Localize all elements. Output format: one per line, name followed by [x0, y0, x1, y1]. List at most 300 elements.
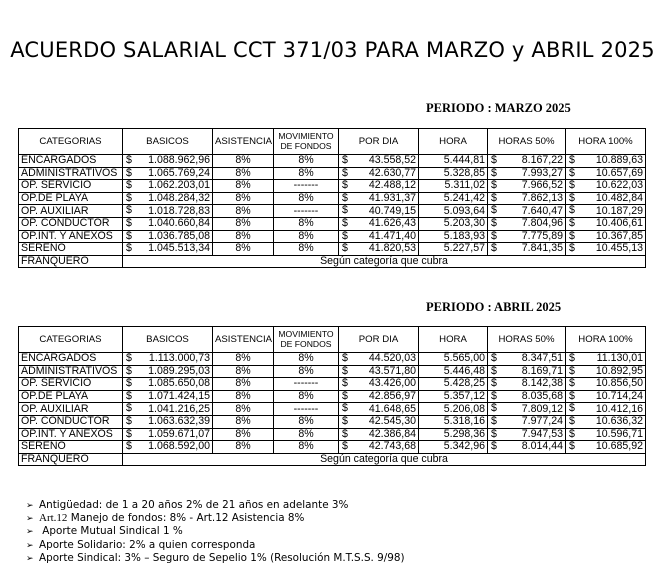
category-cell: ENCARGADOS	[19, 155, 123, 168]
horas-50-cell	[488, 230, 566, 243]
cell-value: 1.048.284,32	[148, 192, 210, 205]
basico-cell	[123, 390, 213, 403]
por-dia-cell	[339, 365, 419, 378]
column-header-movimiento: MOVIMIENTO DE FONDOS	[274, 327, 339, 353]
franquero-note: Según categoría que cubra	[123, 255, 646, 268]
period-label-abril: PERIODO : ABRIL 2025	[426, 300, 562, 314]
horas-50-cell	[488, 167, 566, 180]
currency-sign: $	[342, 230, 348, 242]
hora-100-cell	[566, 390, 646, 403]
movimiento-cell: 8%	[274, 365, 339, 378]
cell-value: 10.367,85	[595, 230, 643, 242]
cell-value: 41.931,37	[368, 192, 416, 205]
asistencia-cell: 8%	[213, 441, 274, 454]
asistencia-cell: 8%	[213, 155, 274, 168]
currency-sign: $	[342, 402, 348, 415]
hora-cell: 5.203,30	[419, 217, 488, 230]
currency-sign: $	[569, 377, 575, 390]
category-cell: OP. CONDUCTOR	[19, 415, 123, 428]
asistencia-cell: 8%	[213, 192, 274, 205]
hora-100-cell	[566, 365, 646, 378]
note-item	[26, 539, 405, 552]
movimiento-cell: 8%	[274, 441, 339, 454]
basico-cell	[123, 155, 213, 168]
document-title: ACUERDO SALARIAL CCT 371/03 PARA MARZO y ABRIL 2025	[10, 38, 655, 62]
por-dia-cell	[339, 180, 419, 193]
category-cell: OP.DE PLAYA	[19, 390, 123, 403]
column-header-hora: HORA	[419, 327, 488, 353]
cell-value: 8.347,51	[521, 352, 563, 365]
category-cell: OP.DE PLAYA	[19, 192, 123, 205]
currency-sign: $	[491, 242, 497, 255]
category-cell: SERENO	[19, 243, 123, 256]
note-text: Antigüedad: de 1 a 20 años 2% de 21 años en adelante 3%	[39, 499, 349, 511]
cell-value: 8.167,22	[521, 154, 563, 167]
cell-value: 10.596,71	[595, 428, 643, 440]
table-row	[19, 167, 646, 180]
horas-50-cell	[488, 390, 566, 403]
hora-100-cell	[566, 205, 646, 218]
currency-sign: $	[126, 204, 132, 217]
currency-sign: $	[342, 154, 348, 166]
cell-value: 7.804,96	[521, 217, 563, 230]
cell-value: 42.630,77	[368, 167, 416, 179]
cell-value: 7.775,89	[521, 230, 563, 242]
currency-sign: $	[569, 440, 575, 453]
currency-sign: $	[569, 415, 575, 427]
column-header-basicos: BASICOS	[123, 327, 213, 353]
column-header-categorias: CATEGORIAS	[19, 129, 123, 155]
hora-cell: 5.565,00	[419, 353, 488, 366]
currency-sign: $	[342, 415, 348, 427]
hora-100-cell	[566, 217, 646, 230]
table-row	[19, 192, 646, 205]
hora-100-cell	[566, 403, 646, 416]
horas-50-cell	[488, 365, 566, 378]
basico-cell	[123, 403, 213, 416]
category-cell: FRANQUERO	[19, 453, 123, 466]
currency-sign: $	[126, 242, 132, 255]
hora-cell: 5.206,08	[419, 403, 488, 416]
currency-sign: $	[491, 390, 497, 402]
cell-value: 1.063.632,39	[148, 415, 210, 428]
cell-value: 41.471,40	[368, 230, 416, 242]
horas-50-cell	[488, 243, 566, 256]
currency-sign: $	[126, 415, 132, 427]
basico-cell	[123, 180, 213, 193]
arrow-bullet-icon: ➢	[26, 527, 34, 538]
category-cell: SERENO	[19, 441, 123, 454]
cell-value: 10.455,13	[595, 242, 643, 255]
hora-cell: 5.227,57	[419, 243, 488, 256]
cell-value: 8.142,38	[521, 377, 563, 390]
table-row	[19, 390, 646, 403]
hora-cell: 5.241,42	[419, 192, 488, 205]
cell-value: 10.406,61	[595, 217, 643, 230]
note-text: Aporte Sindical: 3% – Seguro de Sepelio 1% (Resolución M.T.S.S. 9/98)	[39, 551, 405, 564]
arrow-bullet-icon: ➢	[26, 540, 34, 551]
horas-50-cell	[488, 378, 566, 391]
movimiento-cell: 8%	[274, 428, 339, 441]
asistencia-cell: 8%	[213, 180, 274, 193]
movimiento-cell: 8%	[274, 390, 339, 403]
cell-value: 1.059.671,07	[148, 428, 210, 440]
asistencia-cell: 8%	[213, 390, 274, 403]
currency-sign: $	[569, 167, 575, 179]
movimiento-cell: 8%	[274, 415, 339, 428]
category-cell: OP. AUXILIAR	[19, 205, 123, 218]
cell-value: 7.947,53	[521, 428, 563, 440]
movimiento-cell: 8%	[274, 155, 339, 168]
cell-value: 41.648,65	[368, 402, 416, 415]
cell-value: 10.889,63	[595, 154, 643, 167]
currency-sign: $	[569, 352, 575, 364]
column-header-movimiento: MOVIMIENTO DE FONDOS	[274, 129, 339, 155]
horas-50-cell	[488, 217, 566, 230]
cell-value: 1.085.650,08	[148, 377, 210, 390]
cell-value: 1.071.424,15	[148, 390, 210, 403]
currency-sign: $	[342, 377, 348, 390]
cell-value: 1.036.785,08	[148, 230, 210, 242]
hora-cell: 5.318,16	[419, 415, 488, 428]
hora-cell: 5.311,02	[419, 180, 488, 193]
note-text: Manejo de fondos: 8% - Art.12 Asistencia 8%	[67, 512, 305, 525]
basico-cell	[123, 353, 213, 366]
cell-value: 10.636,32	[595, 415, 643, 428]
table-header-row	[19, 327, 646, 353]
horas-50-cell	[488, 403, 566, 416]
por-dia-cell	[339, 353, 419, 366]
cell-value: 10.482,84	[595, 192, 643, 205]
cell-value: 1.065.769,24	[148, 167, 210, 179]
cell-value: 10.187,29	[595, 204, 643, 217]
horas-50-cell	[488, 415, 566, 428]
currency-sign: $	[126, 154, 132, 166]
table-header-row	[19, 129, 646, 155]
movimiento-cell: -------	[274, 378, 339, 391]
movimiento-cell: -------	[274, 205, 339, 218]
currency-sign: $	[126, 167, 132, 179]
asistencia-cell: 8%	[213, 415, 274, 428]
basico-cell	[123, 230, 213, 243]
currency-sign: $	[491, 167, 497, 179]
currency-sign: $	[569, 365, 575, 377]
currency-sign: $	[491, 179, 497, 192]
note-item	[26, 499, 405, 512]
period-label-marzo: PERIODO : MARZO 2025	[426, 101, 571, 115]
por-dia-cell	[339, 441, 419, 454]
table-row	[19, 428, 646, 441]
cell-value: 7.640,47	[521, 204, 563, 217]
movimiento-cell: 8%	[274, 353, 339, 366]
hora-cell: 5.298,36	[419, 428, 488, 441]
asistencia-cell: 8%	[213, 378, 274, 391]
cell-value: 7.809,12	[521, 402, 563, 415]
movimiento-cell: 8%	[274, 230, 339, 243]
table-row	[19, 365, 646, 378]
por-dia-cell	[339, 390, 419, 403]
currency-sign: $	[569, 390, 575, 402]
arrow-bullet-icon: ➢	[26, 553, 34, 564]
cell-value: 40.749,15	[368, 204, 416, 217]
category-cell: OP. SERVICIO	[19, 180, 123, 193]
basico-cell	[123, 243, 213, 256]
hora-cell: 5.183,93	[419, 230, 488, 243]
cell-value: 8.014,44	[521, 440, 563, 453]
category-cell: ENCARGADOS	[19, 353, 123, 366]
cell-value: 42.488,12	[368, 179, 416, 192]
cell-value: 42.386,84	[368, 428, 416, 440]
hora-cell: 5.093,64	[419, 205, 488, 218]
basico-cell	[123, 192, 213, 205]
basico-cell	[123, 205, 213, 218]
cell-value: 43.558,52	[368, 154, 416, 167]
cell-value: 7.862,13	[521, 192, 563, 205]
note-item	[26, 525, 405, 538]
currency-sign: $	[126, 217, 132, 229]
hora-100-cell	[566, 180, 646, 193]
currency-sign: $	[342, 167, 348, 179]
cell-value: 10.657,69	[595, 167, 643, 179]
table-row	[19, 378, 646, 391]
table-row	[19, 403, 646, 416]
column-header-asistencia: ASISTENCIA	[213, 327, 274, 353]
arrow-bullet-icon: ➢	[26, 514, 34, 525]
basico-cell	[123, 378, 213, 391]
movimiento-cell: 8%	[274, 217, 339, 230]
cell-value: 10.892,95	[595, 365, 643, 377]
table-row	[19, 155, 646, 168]
column-header-hora100: HORA 100%	[566, 129, 646, 155]
por-dia-cell	[339, 217, 419, 230]
por-dia-cell	[339, 428, 419, 441]
cell-value: 1.062.203,01	[148, 179, 210, 192]
cell-value: 7.966,52	[521, 179, 563, 192]
cell-value: 10.714,24	[595, 390, 643, 403]
currency-sign: $	[126, 192, 132, 204]
cell-value: 1.041.216,25	[148, 402, 210, 415]
franquero-row	[19, 453, 646, 466]
hora-cell: 5.328,85	[419, 167, 488, 180]
category-cell: OP. CONDUCTOR	[19, 217, 123, 230]
column-header-hora: HORA	[419, 129, 488, 155]
column-header-por-dia: POR DIA	[339, 129, 419, 155]
category-cell: OP.INT. Y ANEXOS	[19, 230, 123, 243]
hora-100-cell	[566, 230, 646, 243]
horas-50-cell	[488, 155, 566, 168]
column-header-hora100: HORA 100%	[566, 327, 646, 353]
asistencia-cell: 8%	[213, 167, 274, 180]
currency-sign: $	[569, 402, 575, 415]
hora-cell: 5.428,25	[419, 378, 488, 391]
category-cell: ADMINISTRATIVOS	[19, 167, 123, 180]
cell-value: 8.035,68	[521, 390, 563, 403]
currency-sign: $	[569, 428, 575, 440]
cell-value: 1.113.000,73	[148, 352, 210, 365]
currency-sign: $	[126, 230, 132, 242]
movimiento-cell: 8%	[274, 243, 339, 256]
currency-sign: $	[342, 242, 348, 255]
por-dia-cell	[339, 243, 419, 256]
note-text: Aporte Solidario: 2% a quien corresponda	[39, 538, 256, 551]
hora-100-cell	[566, 192, 646, 205]
cell-value: 10.622,03	[595, 179, 643, 192]
asistencia-cell: 8%	[213, 403, 274, 416]
horas-50-cell	[488, 428, 566, 441]
table-row	[19, 217, 646, 230]
hora-cell: 5.342,96	[419, 441, 488, 454]
table-row	[19, 243, 646, 256]
cell-value: 1.088.962,96	[148, 154, 210, 167]
note-text: Aporte Mutual Sindical 1 %	[39, 525, 183, 538]
cell-value: 10.856,50	[595, 377, 643, 390]
currency-sign: $	[491, 230, 497, 242]
horas-50-cell	[488, 353, 566, 366]
currency-sign: $	[126, 428, 132, 440]
cell-value: 41.820,53	[368, 242, 416, 255]
cell-value: 10.412,16	[595, 402, 643, 415]
column-header-asistencia: ASISTENCIA	[213, 129, 274, 155]
currency-sign: $	[342, 428, 348, 440]
currency-sign: $	[569, 192, 575, 204]
currency-sign: $	[491, 365, 497, 377]
horas-50-cell	[488, 192, 566, 205]
category-cell: OP.INT. Y ANEXOS	[19, 428, 123, 441]
franquero-note: Según categoría que cubra	[123, 453, 646, 466]
cell-value: 7.993,27	[521, 167, 563, 179]
table-row	[19, 230, 646, 243]
asistencia-cell: 8%	[213, 365, 274, 378]
horas-50-cell	[488, 441, 566, 454]
hora-100-cell	[566, 353, 646, 366]
currency-sign: $	[126, 179, 132, 192]
arrow-bullet-icon: ➢	[26, 501, 34, 511]
currency-sign: $	[569, 154, 575, 166]
cell-value: 44.520,03	[368, 352, 416, 365]
note-item	[26, 552, 405, 565]
cell-value: 11.130,01	[596, 352, 643, 365]
hora-100-cell	[566, 415, 646, 428]
por-dia-cell	[339, 403, 419, 416]
basico-cell	[123, 167, 213, 180]
currency-sign: $	[126, 377, 132, 390]
currency-sign: $	[126, 402, 132, 415]
salary-table-marzo	[18, 128, 646, 268]
note-prefix: Art.12	[39, 512, 68, 525]
currency-sign: $	[342, 440, 348, 453]
currency-sign: $	[491, 402, 497, 415]
hora-100-cell	[566, 378, 646, 391]
hora-100-cell	[566, 167, 646, 180]
movimiento-cell: 8%	[274, 167, 339, 180]
category-cell: FRANQUERO	[19, 255, 123, 268]
currency-sign: $	[126, 352, 132, 364]
cell-value: 1.045.513,34	[148, 242, 210, 255]
por-dia-cell	[339, 155, 419, 168]
category-cell: OP. AUXILIAR	[19, 403, 123, 416]
salary-table-abril	[18, 326, 646, 466]
currency-sign: $	[342, 365, 348, 377]
asistencia-cell: 8%	[213, 230, 274, 243]
cell-value: 43.426,00	[368, 377, 416, 390]
asistencia-cell: 8%	[213, 217, 274, 230]
currency-sign: $	[342, 192, 348, 204]
currency-sign: $	[491, 415, 497, 427]
asistencia-cell: 8%	[213, 428, 274, 441]
category-cell: OP. SERVICIO	[19, 378, 123, 391]
basico-cell	[123, 441, 213, 454]
horas-50-cell	[488, 180, 566, 193]
currency-sign: $	[126, 365, 132, 377]
por-dia-cell	[339, 378, 419, 391]
cell-value: 7.977,24	[521, 415, 563, 428]
currency-sign: $	[342, 179, 348, 192]
cell-value: 1.040.660,84	[148, 217, 210, 230]
notes-list	[26, 499, 405, 565]
basico-cell	[123, 217, 213, 230]
table-row	[19, 415, 646, 428]
cell-value: 41.626,43	[368, 217, 416, 230]
cell-value: 1.068.592,00	[148, 440, 210, 453]
currency-sign: $	[126, 440, 132, 453]
table-row	[19, 441, 646, 454]
hora-100-cell	[566, 155, 646, 168]
currency-sign: $	[126, 390, 132, 402]
currency-sign: $	[491, 377, 497, 390]
column-header-horas50: HORAS 50%	[488, 327, 566, 353]
currency-sign: $	[491, 352, 497, 364]
currency-sign: $	[342, 204, 348, 217]
column-header-basicos: BASICOS	[123, 129, 213, 155]
table-row	[19, 180, 646, 193]
asistencia-cell: 8%	[213, 205, 274, 218]
hora-cell: 5.357,12	[419, 390, 488, 403]
cell-value: 42.856,97	[368, 390, 416, 403]
por-dia-cell	[339, 415, 419, 428]
cell-value: 43.571,80	[368, 365, 416, 377]
table-row	[19, 353, 646, 366]
column-header-categorias: CATEGORIAS	[19, 327, 123, 353]
currency-sign: $	[491, 154, 497, 166]
por-dia-cell	[339, 230, 419, 243]
por-dia-cell	[339, 205, 419, 218]
currency-sign: $	[491, 204, 497, 217]
currency-sign: $	[342, 390, 348, 402]
hora-100-cell	[566, 428, 646, 441]
cell-value: 10.685,92	[595, 440, 643, 453]
cell-value: 42.743,68	[368, 440, 416, 453]
movimiento-cell: 8%	[274, 192, 339, 205]
column-header-horas50: HORAS 50%	[488, 129, 566, 155]
cell-value: 1.018.728,83	[148, 204, 210, 217]
column-header-por-dia: POR DIA	[339, 327, 419, 353]
currency-sign: $	[569, 204, 575, 217]
hora-100-cell	[566, 441, 646, 454]
currency-sign: $	[342, 352, 348, 364]
currency-sign: $	[569, 217, 575, 229]
cell-value: 7.841,35	[521, 242, 563, 255]
currency-sign: $	[491, 217, 497, 229]
currency-sign: $	[491, 192, 497, 204]
horas-50-cell	[488, 205, 566, 218]
table-row	[19, 205, 646, 218]
hora-100-cell	[566, 243, 646, 256]
hora-cell: 5.446,48	[419, 365, 488, 378]
cell-value: 8.169,71	[521, 365, 563, 377]
currency-sign: $	[491, 428, 497, 440]
movimiento-cell: -------	[274, 403, 339, 416]
basico-cell	[123, 428, 213, 441]
